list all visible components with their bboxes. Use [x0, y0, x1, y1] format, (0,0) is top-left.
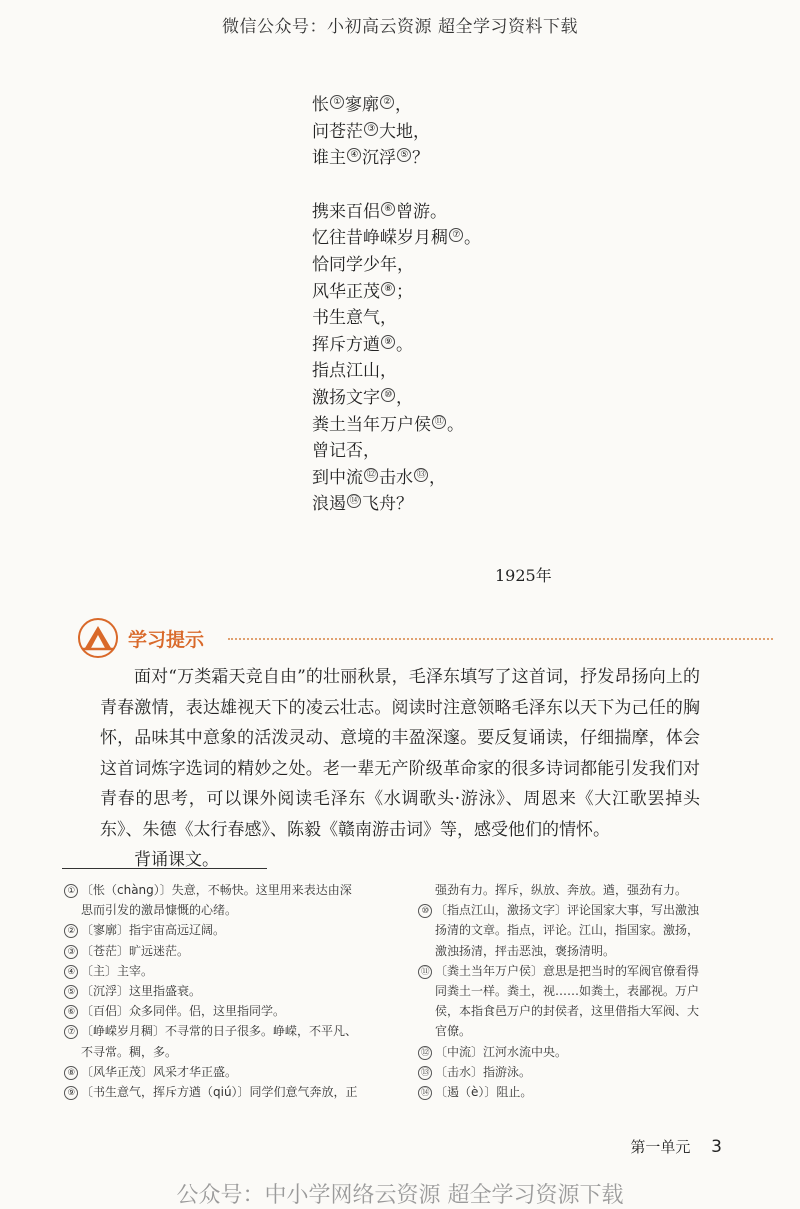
footnote-item: [418, 1062, 738, 1082]
footnote-number: ⑨: [64, 1086, 78, 1100]
poem-line: [312, 305, 632, 332]
poem-text: ，: [429, 467, 446, 488]
tips-paragraph: 面对“万类霜天竞自由”的壮丽秋景，毛泽东填写了这首词，抒发昂扬向上的青春激情，表达雄视天下的凌云壮志。阅读时注意领略毛泽东以天下为己任的胸怀，品味其中意象的活泼灵动、意境的丰盈深邃。要反复诵读，仔细揣摩，体会这首词炼字选词的精妙之处。老一辈无产阶级革命家的很多诗词都能引发我们对青春的思考，可以课外阅读毛泽东《水调歌头·游泳》、周恩来《大江歌罢掉头东》、朱德《太行春感》、陈毅《赣南游击词》等，感受他们的情怀。: [100, 667, 700, 840]
poem-text: 谁主: [312, 148, 346, 169]
footnote-marker: ④: [347, 148, 361, 162]
poem-text: 飞舟？: [362, 494, 413, 515]
footnote-text: 〔主〕主宰。: [81, 963, 154, 978]
footnote-number: ⑦: [64, 1025, 78, 1039]
poem-text: 。: [396, 334, 413, 355]
poem-text: 。: [447, 414, 464, 435]
footnote-item: [64, 941, 384, 961]
poem-text: ，: [395, 95, 412, 115]
poem-text: ；: [396, 281, 413, 302]
footnote-number: ④: [64, 965, 78, 979]
footnote-marker: ⑫: [364, 468, 378, 482]
footnote-item: [418, 900, 738, 920]
poem-line: [312, 252, 632, 279]
footnote-item: [64, 880, 384, 900]
footnote-number: ⑭: [418, 1086, 432, 1100]
page-footer: [630, 1136, 722, 1157]
tips-header: [78, 618, 778, 658]
tips-body: [100, 662, 700, 876]
footnote-text: 〔中流〕江河水流中央。: [435, 1044, 568, 1059]
footnote-number: ②: [64, 924, 78, 938]
footnote-number: ⑤: [64, 985, 78, 999]
footnote-marker: ⑧: [381, 282, 395, 296]
bottom-watermark: 公众号：中小学网络云资源 超全学习资源下载: [176, 1183, 624, 1208]
poem-text: 指点江山，: [312, 361, 397, 382]
poem-date: 1925年: [495, 566, 552, 585]
poem-text: 激扬文字: [312, 387, 380, 408]
poem-text: 忆往昔峥嵘岁月稠: [312, 228, 448, 249]
footnote-number: ⑪: [418, 965, 432, 979]
footnote-item: [64, 1062, 384, 1082]
unit-label: 第一单元: [630, 1138, 691, 1156]
footnote-text: 〔风华正茂〕风采才华正盛。: [81, 1064, 238, 1079]
poem-text: 沉浮: [362, 148, 396, 169]
footnote-marker: ⑦: [449, 228, 463, 242]
poem-line: [312, 279, 632, 306]
poem-text: 到中流: [312, 467, 363, 488]
footnote-number: ⑥: [64, 1005, 78, 1019]
footnote-number: ⑩: [418, 904, 432, 918]
footnote-item: [64, 981, 384, 1001]
footnote-item: [64, 1082, 384, 1102]
footnote-item: [418, 1082, 738, 1102]
footnote-item: [418, 961, 738, 981]
footnote-number: ①: [64, 884, 78, 898]
poem-text: 挥斥方遒: [312, 334, 380, 355]
footnote-number: ⑧: [64, 1066, 78, 1080]
footnote-continuation: 思而引发的激昂慷慨的心绪。: [81, 903, 238, 918]
poem: [312, 92, 632, 518]
poem-text: 曾记否，: [312, 441, 380, 462]
footnote-text: 〔苍茫〕旷远迷茫。: [81, 943, 190, 958]
footnote-item: [64, 1001, 384, 1021]
footnote-item: [64, 1021, 384, 1041]
footnote-continuation: 扬清的文章。指点，评论。江山，指国家。激扬， 激浊扬清，抨击恶浊，褒扬清明。: [435, 923, 700, 958]
poem-line: [312, 358, 632, 385]
footnote-marker: ⑭: [347, 494, 361, 508]
footnote-text: 〔百侣〕众多同伴。侣，这里指同学。: [81, 1004, 286, 1019]
footnote-text: 〔指点江山，激扬文字〕评论国家大事，写出激浊: [435, 903, 700, 918]
footnote-number: ③: [64, 945, 78, 959]
footnote-marker: ⑨: [381, 335, 395, 349]
footnotes-right: [418, 880, 738, 1102]
poem-line: [312, 412, 632, 439]
header-watermark: 微信公众号：小初高云资源 超全学习资料下载: [222, 17, 578, 37]
footnote-text: 〔峥嵘岁月稠〕不寻常的日子很多。峥嵘，不平凡、: [81, 1024, 358, 1039]
poem-line: [312, 385, 632, 412]
footnote-continuation: 强劲有力。挥斥，纵放、奔放。遒，强劲有力。: [435, 883, 688, 897]
footnote-marker: ②: [380, 95, 394, 109]
poem-text: 风华正茂: [312, 281, 380, 302]
footnotes-left: [64, 880, 384, 1102]
footnote-marker: ⑩: [381, 388, 395, 402]
poem-line: [312, 145, 632, 172]
footnote-text: 〔粪土当年万户侯〕意思是把当时的军阀官僚看得: [435, 963, 700, 978]
footnote-text: 〔书生意气，挥斥方遒（qiú）〕同学们意气奔放，正: [81, 1085, 358, 1100]
footnote-text: 〔击水〕指游泳。: [435, 1064, 532, 1079]
footnote-continuation: 不寻常。稠，多。: [81, 1044, 178, 1059]
poem-text: 寥廓: [345, 95, 379, 115]
footnote-item: [64, 920, 384, 940]
tips-dotted-divider: [228, 638, 773, 640]
learning-tips-logo-icon: [78, 618, 118, 658]
poem-line: [312, 332, 632, 359]
poem-text: 。: [464, 228, 481, 249]
poem-text: 怅: [312, 95, 329, 115]
poem-line: [312, 92, 632, 119]
poem-line: [312, 465, 632, 492]
page-number: 3: [711, 1137, 722, 1157]
footnote-marker: ③: [364, 122, 378, 136]
poem-text: 恰同学少年，: [312, 254, 414, 275]
footnote-item: [64, 961, 384, 981]
footnote-text: 〔寥廓〕指宇宙高远辽阔。: [81, 923, 226, 938]
poem-text: 携来百侣: [312, 201, 380, 222]
footnote-text: 〔沉浮〕这里指盛衰。: [81, 984, 202, 999]
stanza-gap: [312, 172, 632, 199]
poem-text: 大地，: [379, 121, 430, 142]
poem-text: 问苍茫: [312, 121, 363, 142]
tips-title: 学习提示: [128, 629, 205, 651]
footnote-marker: ⑬: [414, 468, 428, 482]
footnote-text: 〔怅（chàng）〕失意，不畅快。这里用来表达由深: [81, 883, 352, 897]
poem-line: [312, 199, 632, 226]
poem-text: 粪土当年万户侯: [312, 414, 431, 435]
poem-line: [312, 225, 632, 252]
footnote-number: ⑬: [418, 1066, 432, 1080]
poem-text: 书生意气，: [312, 308, 397, 329]
footnote-divider: [62, 868, 267, 869]
poem-line: [312, 119, 632, 146]
footnote-marker: ⑤: [397, 148, 411, 162]
poem-text: 浪遏: [312, 494, 346, 515]
footnote-text: 〔遏（è）〕阻止。: [435, 1085, 533, 1100]
poem-line: [312, 438, 632, 465]
poem-text: ？: [412, 148, 429, 169]
footnote-number: ⑫: [418, 1046, 432, 1060]
tips-paragraph: 背诵课文。: [134, 850, 219, 870]
footnote-marker: ⑪: [432, 415, 446, 429]
footnote-item: [418, 1042, 738, 1062]
footnote-marker: ①: [330, 95, 344, 109]
footnote-continuation: 同粪土一样。粪土，视……如粪土，表鄙视。万户 侯，本指食邑万户的封侯者，这里借指大军阀、大 官僚。: [435, 984, 700, 1039]
poem-text: ，: [396, 387, 413, 408]
footnote-marker: ⑥: [381, 202, 395, 216]
poem-text: 曾游。: [396, 201, 447, 222]
poem-text: 击水: [379, 467, 413, 488]
poem-line: [312, 491, 632, 518]
